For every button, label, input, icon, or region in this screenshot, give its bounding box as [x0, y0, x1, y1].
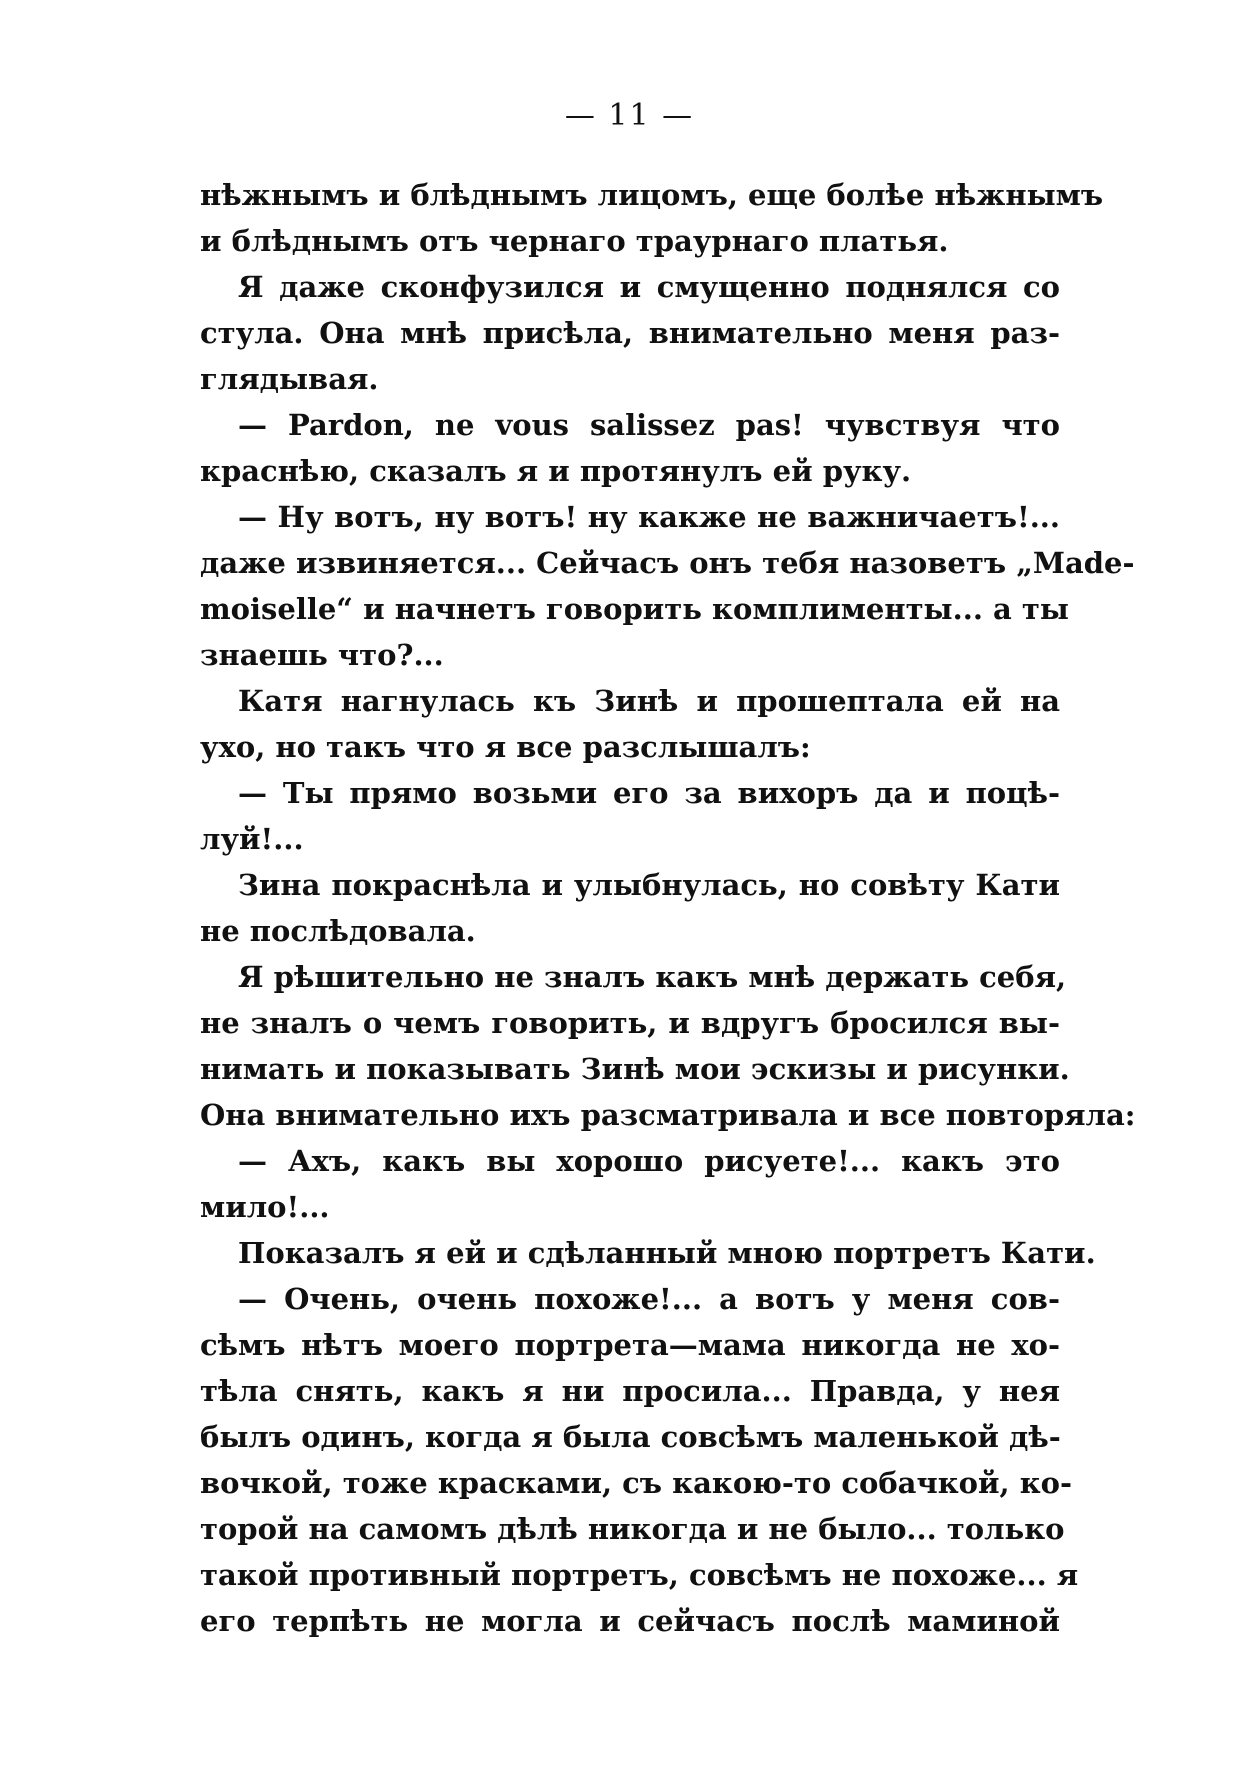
text-line: — Ты прямо возьми его за вихоръ да и поцѣ- — [238, 776, 1060, 810]
text-line: — Очень, очень похоже!... а вотъ у меня сов- — [238, 1282, 1060, 1316]
text-line: нимать и показывать Зинѣ мои эскизы и рисунки. — [200, 1052, 1070, 1086]
text-line: торой на самомъ дѣлѣ никогда и не было... только — [200, 1512, 1065, 1546]
text-line: ухо, но такъ что я все разслышалъ: — [200, 730, 811, 764]
text-line: краснѣю, сказалъ я и протянулъ ей руку. — [200, 454, 912, 488]
text-line: — Ну вотъ, ну вотъ! ну какже не важничаетъ!... — [238, 500, 1060, 534]
text-line: нѣжнымъ и блѣднымъ лицомъ, еще болѣе нѣжнымъ — [200, 178, 1104, 212]
text-line: такой противный портретъ, совсѣмъ не похоже... я — [200, 1558, 1079, 1592]
text-line: глядывая. — [200, 362, 379, 396]
body-text — [200, 172, 1136, 1644]
text-line: не послѣдовала. — [200, 914, 476, 948]
text-line: — Ахъ, какъ вы хорошо рисуете!... какъ это — [238, 1144, 1060, 1178]
text-line: Катя нагнулась къ Зинѣ и прошептала ей на — [238, 684, 1060, 718]
text-line: знаешь что?... — [200, 638, 444, 672]
text-line: Я даже сконфузился и смущенно поднялся со — [238, 270, 1060, 304]
text-line: moiselle“ и начнетъ говорить комплименты... а ты — [200, 592, 1069, 626]
text-line: Показалъ я ей и сдѣланный мною портретъ Кати. — [238, 1236, 1096, 1270]
text-line: Зина покраснѣла и улыбнулась, но совѣту Кати — [238, 868, 1060, 902]
text-line: Я рѣшительно не зналъ какъ мнѣ держать себя, — [238, 960, 1067, 994]
text-line: стула. Она мнѣ присѣла, внимательно меня раз- — [200, 316, 1060, 350]
text-line: сѣмъ нѣтъ моего портрета—мама никогда не хо- — [200, 1328, 1060, 1362]
text-line: даже извиняется... Сейчасъ онъ тебя назоветъ „Made- — [200, 546, 1135, 580]
text-line: тѣла снять, какъ я ни просила... Правда, у нея — [200, 1374, 1060, 1408]
text-line: не зналъ о чемъ говорить, и вдругъ бросился вы- — [200, 1006, 1060, 1040]
text-line: вочкой, тоже красками, съ какою-то собачкой, ко- — [200, 1466, 1073, 1500]
text-line: и блѣднымъ отъ чернаго траурнаго платья. — [200, 224, 949, 258]
text-line: его терпѣть не могла и сейчасъ послѣ маминой — [200, 1604, 1060, 1638]
page-number: — 11 — — [564, 98, 695, 133]
text-line: — Pardon, ne vous salissez pas! чувствуя что — [238, 408, 1060, 442]
text-line: мило!... — [200, 1190, 330, 1224]
text-line: Она внимательно ихъ разсматривала и все повторяла: — [200, 1098, 1136, 1132]
text-line: луй!... — [200, 822, 304, 856]
text-line: былъ одинъ, когда я была совсѣмъ маленькой дѣ- — [200, 1420, 1061, 1454]
